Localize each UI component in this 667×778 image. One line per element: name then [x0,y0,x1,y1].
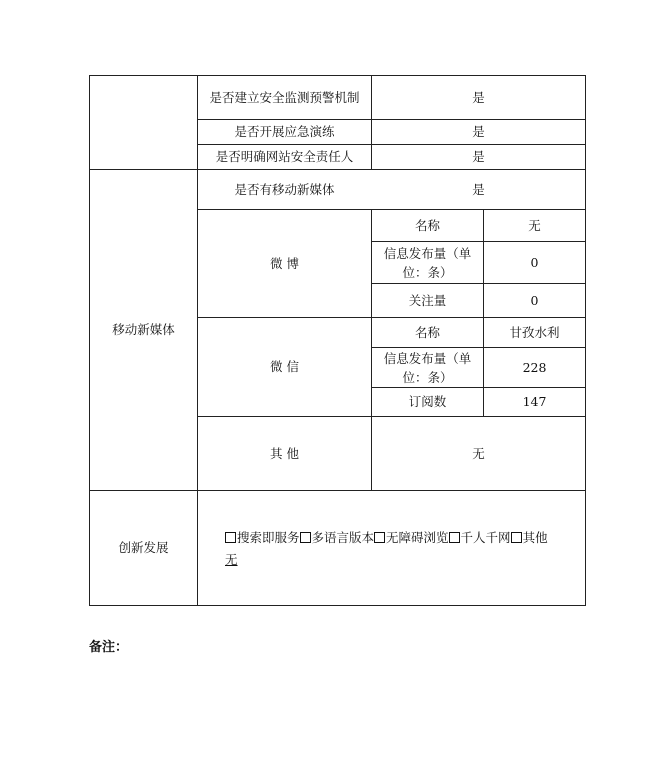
innovation-option[interactable]: 其他 [511,530,548,545]
wechat-name-label: 名称 [414,324,440,340]
monitoring-label: 是否建立安全监测预警机制 [209,90,360,105]
weibo-posts-label: 信息发布量（单位：条） [383,245,472,280]
wechat-posts-value: 228 [522,359,547,375]
wechat-posts-label: 信息发布量（单位：条） [383,350,472,385]
innovation-option[interactable]: 多语言版本 [300,530,375,545]
wechat-sub-label: 订阅数 [408,394,447,409]
responsible-value: 是 [472,149,485,164]
table-border-bottom [89,605,586,606]
has-mobile-value: 是 [472,181,485,197]
innovation-label: 创新发展 [118,540,169,555]
weibo-name-label: 名称 [414,217,440,233]
drill-value: 是 [472,124,485,139]
wechat-label: 微 信 [270,359,299,374]
weibo-follow-label: 关注量 [408,292,447,308]
mobile-section-label: 移动新媒体 [112,322,175,337]
checkbox-icon[interactable] [449,532,460,543]
wechat-name-value: 甘孜水利 [509,324,560,340]
innovation-option[interactable]: 千人千网 [449,530,511,545]
innovation-options [225,527,579,571]
other-media-value: 无 [472,445,485,461]
responsible-label: 是否明确网站安全责任人 [215,149,354,164]
note-label: 备注： [89,640,129,655]
checkbox-icon[interactable] [300,532,311,543]
weibo-posts-value: 0 [530,254,539,270]
report-table [89,75,586,606]
checkbox-icon[interactable] [511,532,522,543]
checkbox-icon[interactable] [374,532,385,543]
table-border-right [585,75,586,606]
has-mobile-label: 是否有移动新媒体 [234,181,335,197]
weibo-follow-value: 0 [530,292,539,308]
weibo-label: 微 博 [270,255,299,271]
weibo-name-value: 无 [528,217,541,233]
drill-label: 是否开展应急演练 [234,124,335,139]
wechat-sub-value: 147 [522,394,547,409]
innovation-option[interactable]: 无障碍浏览 [374,530,449,545]
checkbox-icon[interactable] [225,532,236,543]
innovation-other-value: 无 [225,552,238,567]
innovation-option[interactable]: 搜索即服务 [225,530,300,545]
other-media-label: 其 他 [270,445,299,461]
monitoring-value: 是 [472,89,485,105]
